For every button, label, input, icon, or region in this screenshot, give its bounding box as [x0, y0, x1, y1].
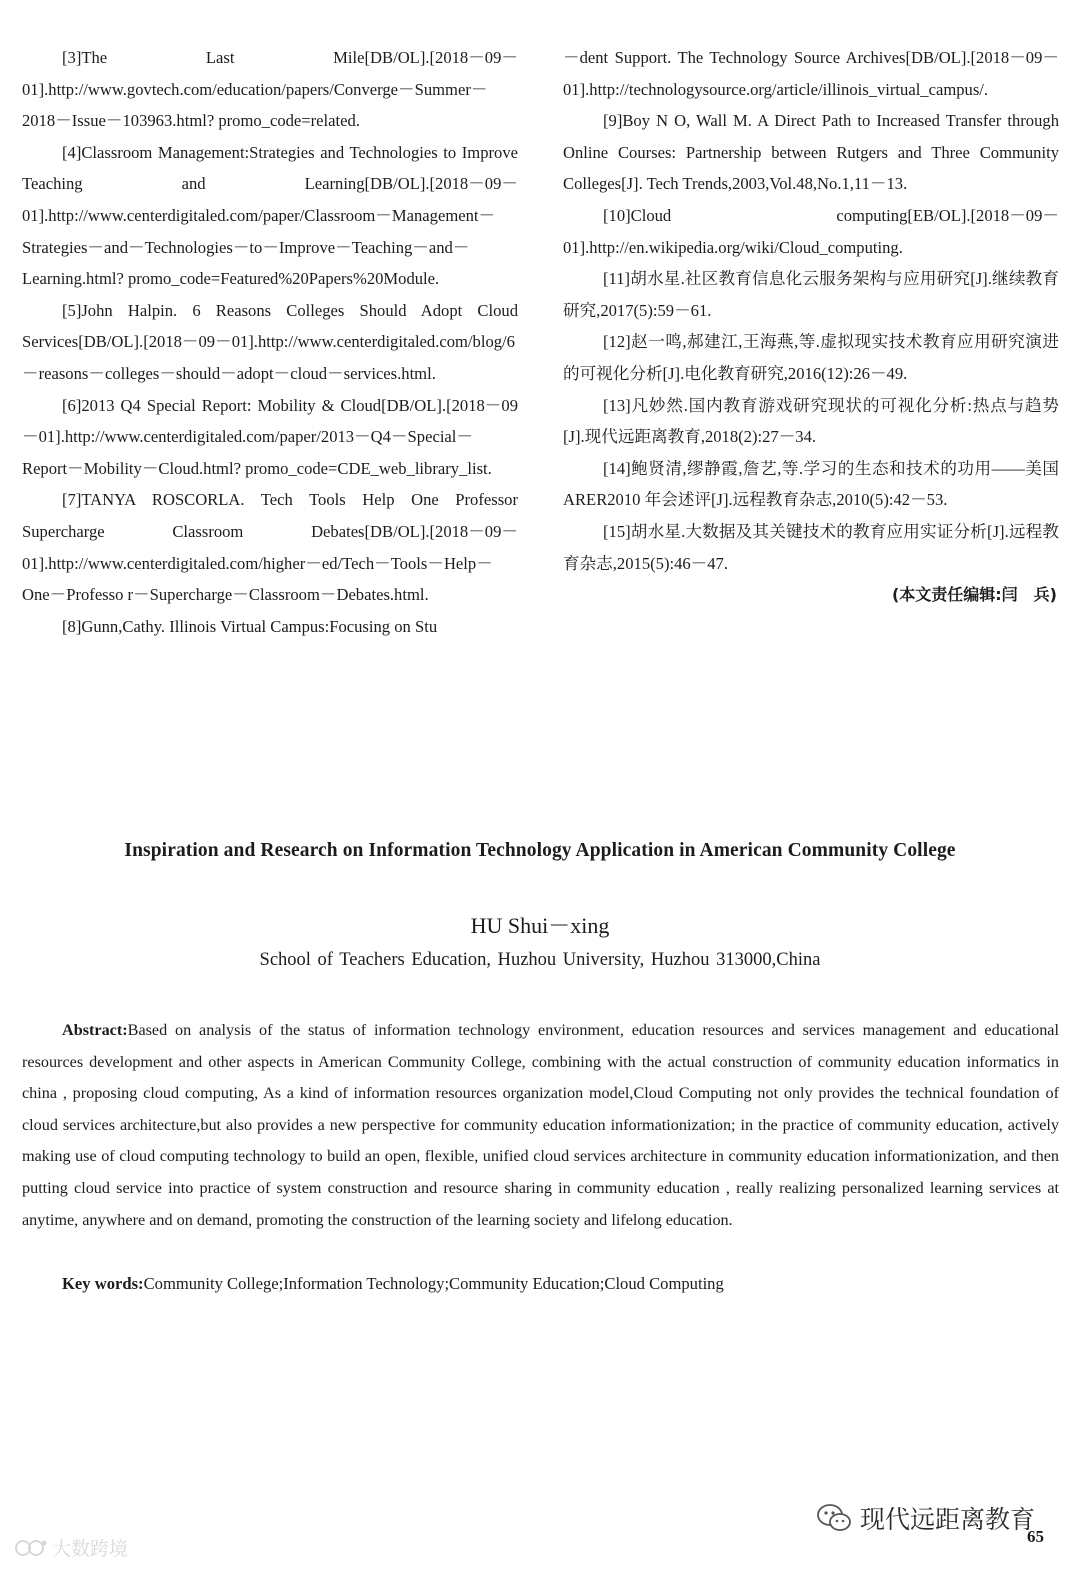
- left-watermark: [14, 1534, 128, 1561]
- references-left-column: [22, 42, 518, 642]
- key-words-text: Community College;Information Technology;Community Education;Cloud Computing: [143, 1274, 724, 1293]
- reference-13: [13]凡妙然.国内教育游戏研究现状的可视化分析:热点与趋势[J].现代远距离教育,2018(2):27－34.: [563, 395, 1059, 447]
- reference-11: [11]胡水星.社区教育信息化云服务架构与应用研究[J].继续教育研究,2017(5):59－61.: [563, 269, 1059, 320]
- reference-3: [3]The Last Mile[DB/OL].[2018－09－01].http://www.govtech.com/education/papers/Converge－Summer－2018－Issue－103963.html? promo_code=related.: [22, 48, 518, 131]
- watermark-logo-icon: [14, 1536, 48, 1560]
- reference-8-continued: －dent Support. The Technology Source Archives[DB/OL].[2018－09－01].http://technologysource.org/article/illinois_virtual_campus/.: [563, 48, 1059, 99]
- reference-7: [7]TANYA ROSCORLA. Tech Tools Help One Professor Supercharge Classroom Debates[DB/OL].[2018－09－01].http://www.centerdigitaled.com/higher－ed/Tech－Tools－Help－One－Professo r－Supercharge－Classroom－Debates.html.: [22, 490, 518, 605]
- wechat-icon: [816, 1503, 852, 1533]
- key-words: [62, 1268, 1059, 1300]
- author-name: HU Shui－xing: [470, 913, 610, 938]
- key-words-label: Key words:: [62, 1274, 144, 1293]
- page-number: 65: [1027, 1527, 1044, 1546]
- abstract-label: Abstract:: [62, 1021, 128, 1039]
- abstract-text: Based on analysis of the status of information technology environment, education resources and services management and educational resources development and other aspects in American Community College, combining with the actual construction of community education informatics in china , proposing cloud computing, As a kind of information resources organization model,Cloud Computing not only provides the technical foundation of cloud services architecture,but also provides a new perspective for community education informationization; in the practice of community education, actively making use of cloud computing technology to build an open, flexible, unified cloud services architecture in community education informationization, and then putting cloud service into practice of system construction and resource sharing in community education , really realizing personalized learning services at anytime, anywhere and on demand, promoting the construction of the learning society and lifelong education.: [22, 1021, 1059, 1229]
- abstract-paragraph: [22, 1015, 1059, 1236]
- reference-4: [4]Classroom Management:Strategies and Technologies to Improve Teaching and Learning[DB/OL].[2018－09－01].http://www.centerdigitaled.com/paper/Classroom－Management－Strategies－and－Technologies－to－Improve－Teaching－and－Learning.html? promo_code=Featured%20Papers%20Module.: [22, 142, 518, 289]
- reference-14: [14]鲍贤清,缪静霞,詹艺,等.学习的生态和技术的功用——美国 ARER2010 年会述评[J].远程教育杂志,2010(5):42－53.: [563, 458, 1059, 510]
- author-affiliation: School of Teachers Education, Huzhou University, Huzhou 313000,China: [259, 950, 821, 970]
- reference-12: [12]赵一鸣,郝建江,王海燕,等.虚拟现实技术教育应用研究演进的可视化分析[J].电化教育研究,2016(12):26－49.: [563, 332, 1059, 383]
- reference-10: [10]Cloud computing[EB/OL].[2018－09－01].http://en.wikipedia.org/wiki/Cloud_computing.: [563, 205, 1059, 257]
- wechat-account-name: 现代远距离教育: [860, 1505, 1036, 1534]
- english-abstract: [22, 1015, 1059, 1236]
- reference-15: [15]胡水星.大数据及其关键技术的教育应用实证分析[J].远程教育杂志,2015(5):46－47.: [563, 521, 1059, 573]
- wechat-account-watermark: [816, 1500, 1035, 1536]
- english-paper-title: Inspiration and Research on Information Technology Application in American Community College: [124, 840, 956, 861]
- reference-5: [5]John Halpin. 6 Reasons Colleges Should Adopt Cloud Services[DB/OL].[2018－09－01].http://www.centerdigitaled.com/blog/6－reasons－colleges－should－adopt－cloud－services.html.: [22, 300, 518, 383]
- left-watermark-text: 大数跨境: [52, 1538, 129, 1560]
- responsible-editor-note: (本文责任编辑:闫 兵): [891, 585, 1057, 605]
- reference-8: [8]Gunn,Cathy. Illinois Virtual Campus:Focusing on Stu: [62, 616, 438, 636]
- reference-9: [9]Boy N O, Wall M. A Direct Path to Increased Transfer through Online Courses: Partnership between Rutgers and Three Community Colleges[J]. Tech Trends,2003,Vol.48,No.1,11－13.: [563, 111, 1059, 194]
- reference-6: [6]2013 Q4 Special Report: Mobility & Cloud[DB/OL].[2018－09－01].http://www.centerdigitaled.com/paper/2013－Q4－Special－Report－Mobility－Cloud.html? promo_code=CDE_web_library_list.: [22, 395, 518, 478]
- references-right-column: [563, 42, 1059, 610]
